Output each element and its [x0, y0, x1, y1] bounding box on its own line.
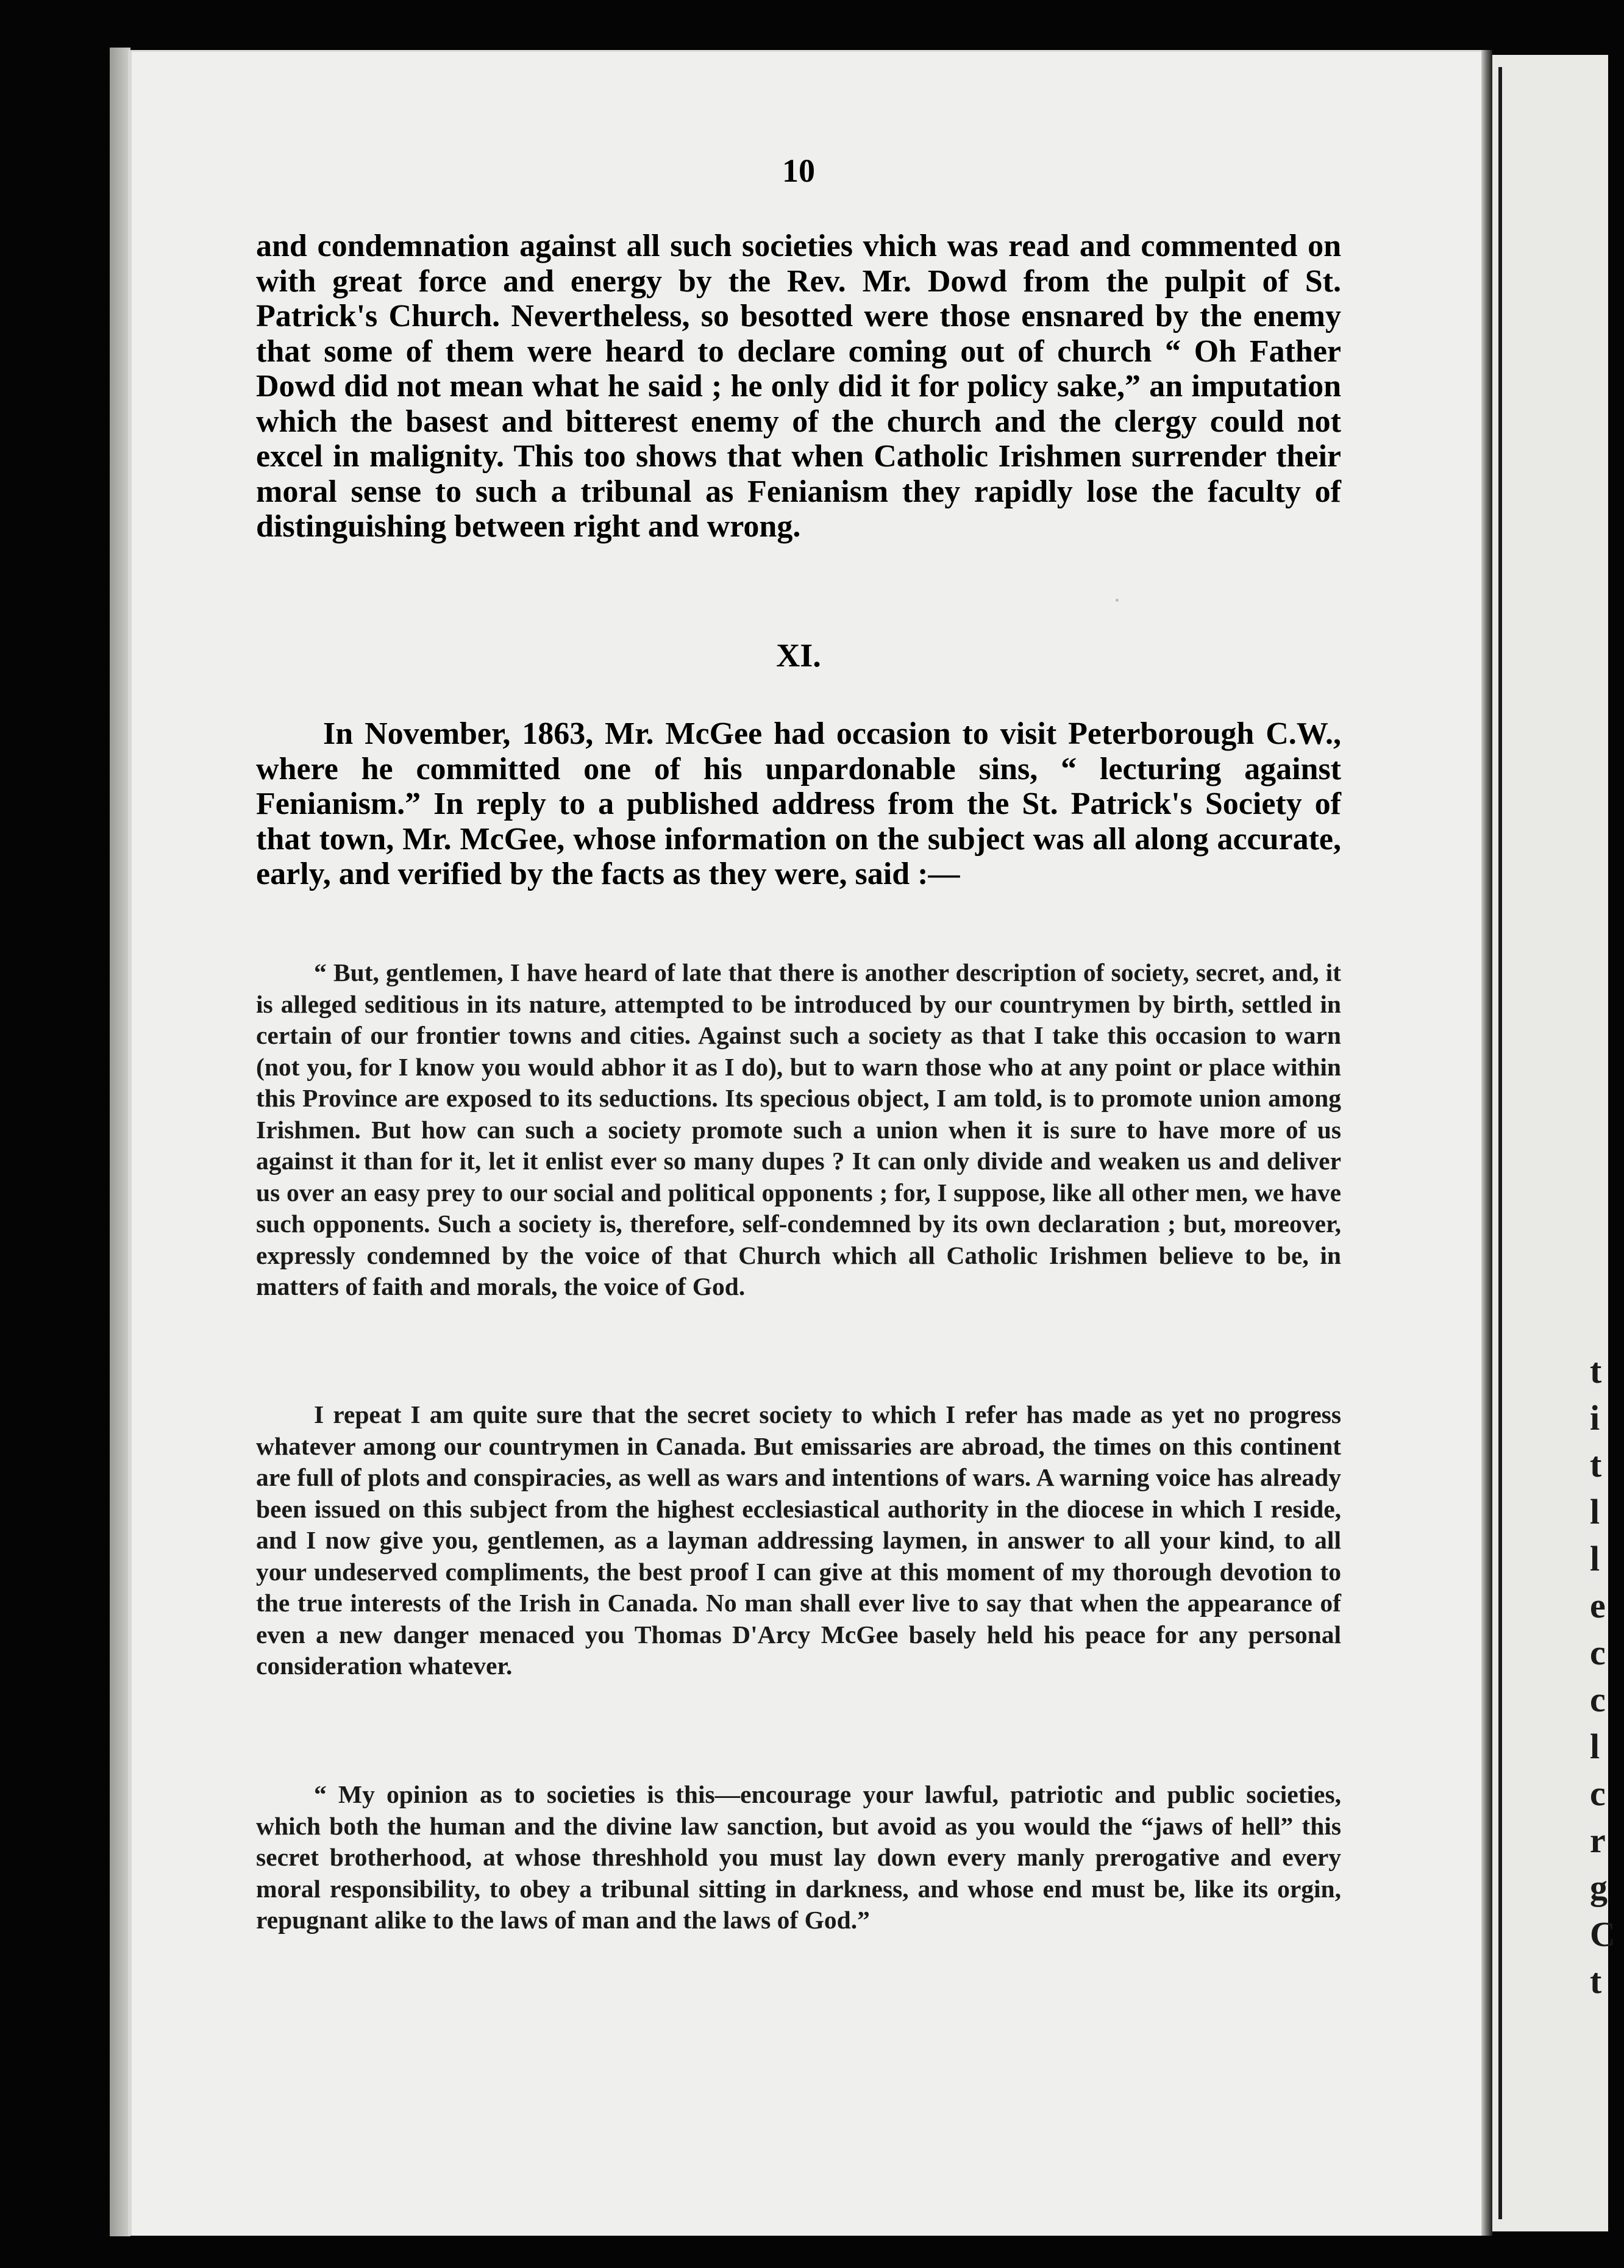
facing-letter: e: [1590, 1586, 1606, 1625]
facing-letter: l: [1590, 1492, 1600, 1532]
facing-letter: t: [1590, 1445, 1602, 1485]
quote-text: I repeat I am quite sure that the secret society to which I refer has made as yet no progress whatever among our countrymen in Canada. But emissaries are abroad, the times on this continent are full of plots and conspiracies, as well as wars and intentions of wars. A warning voice has already been issued on this subject from the highest ecclesiastical authority in the diocese in which I reside, and I now give you, gentlemen, as a layman addressing laymen, in answer to all your kind, to all your undeserved compliments, the best proof I can give at this moment of my thorough devotion to the true interests of the Irish in Canada. No man shall ever live to say that when the appearance of even a new danger menaced you Thomas D'Arcy McGee basely held his peace for any personal consideration whatever.: [256, 1400, 1341, 1680]
facing-letter: l: [1590, 1539, 1600, 1578]
facing-page-rule: [1498, 67, 1502, 2219]
facing-page-edge: [1492, 55, 1615, 2231]
facing-letter: l: [1590, 1727, 1600, 1766]
facing-letter: r: [1590, 1820, 1606, 1860]
body-paragraph-text: and condemnation against all such societies vhich was read and commented on with great force and energy by the Rev. Mr. Dowd from the pulpit of St. Patrick's Church. Nevertheless, so besotted were those ensnared by the enemy that some of them were heard to declare coming out of church “ Oh Father Dowd did not mean what he said ; he only did it for policy sake,” an imputation which the basest and bitterest enemy of the church and the clergy could not excel in malignity. This too shows that when Catholic Irishmen surrender their moral sense to such a tribunal as Fenianism they rapidly lose the faculty of distinguishing between right and wrong.: [256, 229, 1341, 544]
facing-letter: C: [1590, 1914, 1615, 1954]
facing-letter: i: [1590, 1398, 1600, 1438]
paper-speck: [1116, 599, 1119, 602]
quote-text: “ But, gentlemen, I have heard of late that there is another description of society, secret, and, it is alleged seditious in its nature, attempted to be introduced by our countrymen by birth, settled in certain of our frontier towns and cities. Against such a society as that I take this occasion to warn (not you, for I know you would abhor it as I do), but to warn those who at any point or place within this Province are exposed to its seductions. Its specious object, I am told, is to promote union among Irishmen. But how can such a society promote such a union when it is sure to have more of us against it than for it, let it enlist ever so many dupes ? It can only divide and weaken us and deliver us over an easy prey to our social and political opponents ; for, I suppose, like all other men, we have such opponents. Such a society is, therefore, self-condemned by its own declaration ; but, moreover, expressly condemned by the voice of that Church which all Catholic Irishmen believe to be, in matters of faith and morals, the voice of God.: [256, 958, 1341, 1300]
facing-letter: t: [1590, 1961, 1602, 2001]
body-paragraph-text: In November, 1863, Mr. McGee had occasion to visit Peterborough C.W., where he committed one of his unpardonable sins, “ lecturing against Fenianism.” In reply to a published address from the St. Patrick's Society of that town, Mr. McGee, whose information on the subject was all along accurate, early, and verified by the facts as they were, said :—: [256, 716, 1341, 891]
quote-text: “ My opinion as to societies is this—encourage your lawful, patriotic and public societies, which both the human and the divine law sanction, but avoid as you would the “jaws of hell” this secret brotherhood, at whose threshhold you must lay down every manly prerogative and every moral responsibility, to obey a tribunal sitting in darkness, and whose end must be, like its orgin, repugnant alike to the laws of man and the laws of God.”: [256, 1780, 1341, 1934]
body-paragraph: [256, 716, 1341, 892]
facing-letter: g: [1590, 1867, 1608, 1907]
facing-letter: c: [1590, 1633, 1606, 1672]
page-edge-left: [110, 48, 130, 2236]
facing-letter: c: [1590, 1680, 1606, 1719]
quote-paragraph: [256, 1779, 1341, 1936]
quote-paragraph: [256, 957, 1341, 1303]
book-gutter: [1481, 50, 1492, 2236]
facing-letter: t: [1590, 1351, 1602, 1391]
facing-letter: c: [1590, 1774, 1606, 1813]
quote-paragraph: [256, 1399, 1341, 1682]
section-heading: XI.: [776, 637, 821, 674]
page-number: 10: [782, 152, 815, 189]
facing-page-letters: [1590, 1347, 1614, 2005]
body-paragraph: [256, 229, 1341, 544]
